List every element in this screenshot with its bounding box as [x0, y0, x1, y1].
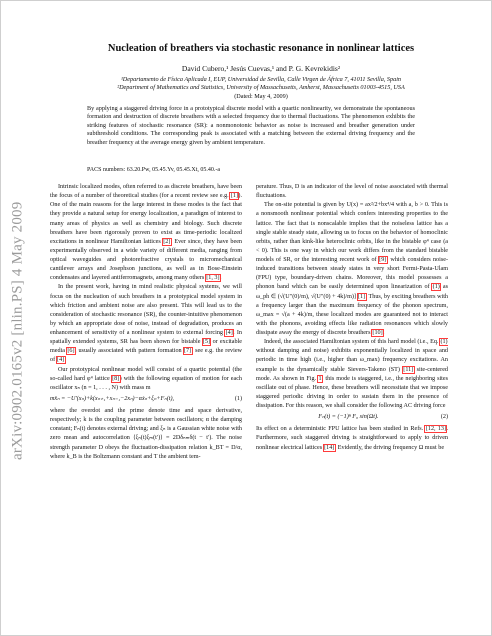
right-column: [256, 183, 448, 628]
right-paragraph-2: [256, 338, 448, 411]
paper-title: Nucleation of breathers via stochastic resonance in nonlinear lattices: [107, 43, 415, 54]
citation-link[interactable]: [4]: [57, 357, 65, 364]
equation-2: [256, 413, 448, 422]
citation-link[interactable]: [14]: [324, 444, 335, 451]
abstract: By applying a staggered driving force in a prototypical discrete model with a quartic nonlinearity, we demonstrate the spontaneous formation and destruction of discrete breathers with a selected frequency due to thermal fluctuations. The phenomenon exhibits the striking features of stochastic resonance (SR): a nonmonotonic behavior as noise is increased and breather generation under subthreshold conditions. The corresponding peak is associated with a matching between the external driving frequency and the breather frequency at the average energy given by ambient temperature.: [87, 105, 415, 146]
left-paragraph-3: [50, 366, 242, 393]
text-span: or excitable media: [50, 339, 242, 355]
text-span: In the present work, having in mind realistic physical systems, we will focus on the nucleation of such breathers in a prototypical model system in which friction and ambient noise are also present. This will lead us to the consideration of stochastic resonance (SR), the counter-intuitive phenomenon by which an appropriate dose of noise, instead of degradation, produces an enhancement of sensitivity of a nonlinear system to external forcing: [50, 284, 242, 336]
equation-2-body: Fₙ(t) = (−1)ⁿ F₀ sin(Ωt).: [318, 414, 379, 421]
affiliation-1: ¹Departamento de Física Aplicada I, EUP, Universidad de Sevilla, Calle Virgen de África 7, 41011 Sevilla, Spain: [120, 76, 402, 83]
text-span: ) with the following equation of motion for each oscillator xₙ (n = 1, . . . , N) with mass m: [50, 375, 242, 391]
text-span: , which considers noise-induced transitions between steady states in very short Fermi-Pasta-Ulam (FPU) type, boundary-driven chains. Moreover, this model possesses a phonon band which can be easily determined upon linearization of: [256, 257, 448, 291]
text-span: , usually associated with pattern formation: [74, 348, 184, 355]
text-span: . In spatially extended systems, SR has been shown for bistable: [50, 330, 242, 346]
equation-link[interactable]: (1): [432, 284, 440, 291]
text-span: Our prototypical nonlinear model will consist of a quartic potential (the so-called hard φ⁴ lattice: [50, 366, 242, 382]
citation-link[interactable]: [7]: [184, 348, 192, 355]
equation-2-number: (2): [440, 414, 448, 421]
text-span: . Ever since, they have been experimentally observed in a wide variety of different media, ranging from optical waveguides and photorefractive crystals to micromechanical cantilever arrays and Josephson junctions, as well as in Bose-Einstein condensates and layered antiferromagnets, among many others: [50, 238, 242, 282]
citation-link[interactable]: [8]: [112, 375, 120, 382]
left-column: [50, 183, 242, 628]
right-paragraph-0: perature. Thus, D is an indicator of the level of noise associated with thermal fluctuations.: [256, 184, 448, 200]
pacs-numbers: PACS numbers: 63.20.Pw, 05.45.Yv, 05.45.Xt, 05.40.-a: [87, 167, 221, 173]
text-span: .: [383, 330, 385, 336]
citation-link[interactable]: [11]: [403, 366, 414, 373]
citation-link[interactable]: [2]: [163, 238, 171, 245]
citation-link[interactable]: [12, 13]: [425, 426, 447, 433]
citation-link[interactable]: [1]: [230, 193, 239, 200]
equation-1-number: (1): [234, 395, 242, 402]
equation-1: [50, 395, 242, 404]
dated-line: (Dated: May 4, 2009): [234, 93, 288, 100]
right-paragraph-3: [256, 425, 448, 452]
text-span: without damping and noise) exhibits exponentially localized in space and periodic in time high (i.e., higher than ω_max) frequency excitations. An example is the dynamically stable Sievers-Takeno (ST): [256, 348, 448, 373]
left-paragraph-1: [50, 183, 242, 283]
text-span: . Thus, by exciting breathers with a frequency larger than the maximum frequency of the phonon spectrum, ω_max = √(a + 4k)/m, these localized modes are guaranteed not to interact with the phonons, avoiding effects like radiation resonances which slowly dissipate away the energy of discrete breathers: [256, 293, 448, 336]
citation-link[interactable]: [9]: [379, 257, 387, 263]
figure-link[interactable]: 1: [318, 375, 322, 382]
affiliation-2: ²Department of Mathematics and Statistics, University of Massachusetts, Amherst, Massachusetts 01003-4515, USA: [117, 84, 405, 91]
text-span: . Evidently, the driving frequency Ω must be: [334, 444, 445, 451]
text-span: site-centered mode. As shown in Fig.: [256, 366, 448, 382]
citation-link[interactable]: [1, 3]: [206, 275, 220, 282]
right-paragraph-1: [256, 201, 448, 338]
arxiv-identifier-stamp: arXiv:0902.0165v2 [nlin.PS] 4 May 2009: [9, 201, 26, 461]
equation-1-body: mẍₙ = −U′(xₙ)+k(xₙ₊₁+xₙ₋₁−2xₙ)−αẋₙ+ξₙ+Fₙ(t),: [50, 395, 175, 402]
text-span: , this mode is staggered, i.e., the neighboring sites oscillate out of phase. Hence, these breathers will necessitate that we impose staggered periodic driving in order to sustain them in the presence of dissipation. For this reason, we shall consider the following AC driving force: [256, 375, 448, 409]
left-paragraph-2: [50, 283, 242, 365]
citation-link[interactable]: [1]: [357, 293, 366, 300]
text-span: . Furthermore, such staggered driving is straightforward to apply to driven nonlinear electrical lattices: [256, 426, 448, 451]
left-paragraph-4: where the overdot and the prime denote time and space derivative, respectively; k is the coupling parameter between oscillators; α the damping constant; Fₙ(t) denotes external driving; and ξₙ is a Gaussian white noise with zero mean and autocorrelation ⟨ξₙ(t)ξₘ(t′)⟩ = 2Dδₙₘδ(t − t′). The noise strength parameter D obeys the fluctuation-dissipation relation k_BT = D/α, where k_B is the Boltzmann constant and T the ambient tem-: [50, 408, 242, 460]
paper-authors: David Cubero,¹ Jesús Cuevas,¹ and P. G. Kevrekidis²: [181, 64, 341, 73]
text-span: Intrinsic localized modes, often referred to as discrete breathers, have been the focus of a number of theoretical studies (for a recent review see e.g.: [50, 184, 242, 200]
text-span: , see e.g. the review of: [50, 348, 242, 364]
text-span: .: [64, 357, 67, 364]
citation-link[interactable]: [4]: [225, 330, 233, 336]
equation-link[interactable]: (1): [440, 339, 448, 346]
text-span: The on-site potential is given by U(x) = ax²/2+bx⁴/4 with a, b > 0. This is a nonsmooth nonlinear potential which confers interesting properties to the lattice. The fact that is nonscalable implies that the noiseless lattice has a single stable steady state, allowing us to focus on the behavior of homoclinic orbits, rather than kink-like heteroclinic orbits, like in the bistable φ⁴ case (a < 0). This is one way in which our work differs from the standard bistable models of SR, or the interesting recent work of: [256, 202, 448, 263]
text-span: .: [219, 275, 222, 282]
text-span: as ω_ph ∈ (√(U″(0)/m), √(U″(0) + 4k)/m)]: [256, 284, 448, 300]
text-span: Its effect on a deterministic FPU lattice has been studied in Refs.: [256, 426, 426, 433]
citation-link[interactable]: [10]: [372, 330, 383, 336]
text-span: ). One of the main reasons for the large interest in these modes is the fact that they provide a natural setup for energy localization, a paradigm of interest to many areas of physics as well as chemistry and biology. Such discrete breathers have been rigorously proven to exist as time-periodic localized excitations in nonlinear Hamiltonian lattices: [50, 193, 242, 245]
citation-link[interactable]: [6]: [67, 348, 75, 355]
citation-link[interactable]: [5]: [202, 339, 211, 346]
text-span: Indeed, the associated Hamiltonian system of this hard model (i.e., Eq.: [264, 339, 441, 346]
